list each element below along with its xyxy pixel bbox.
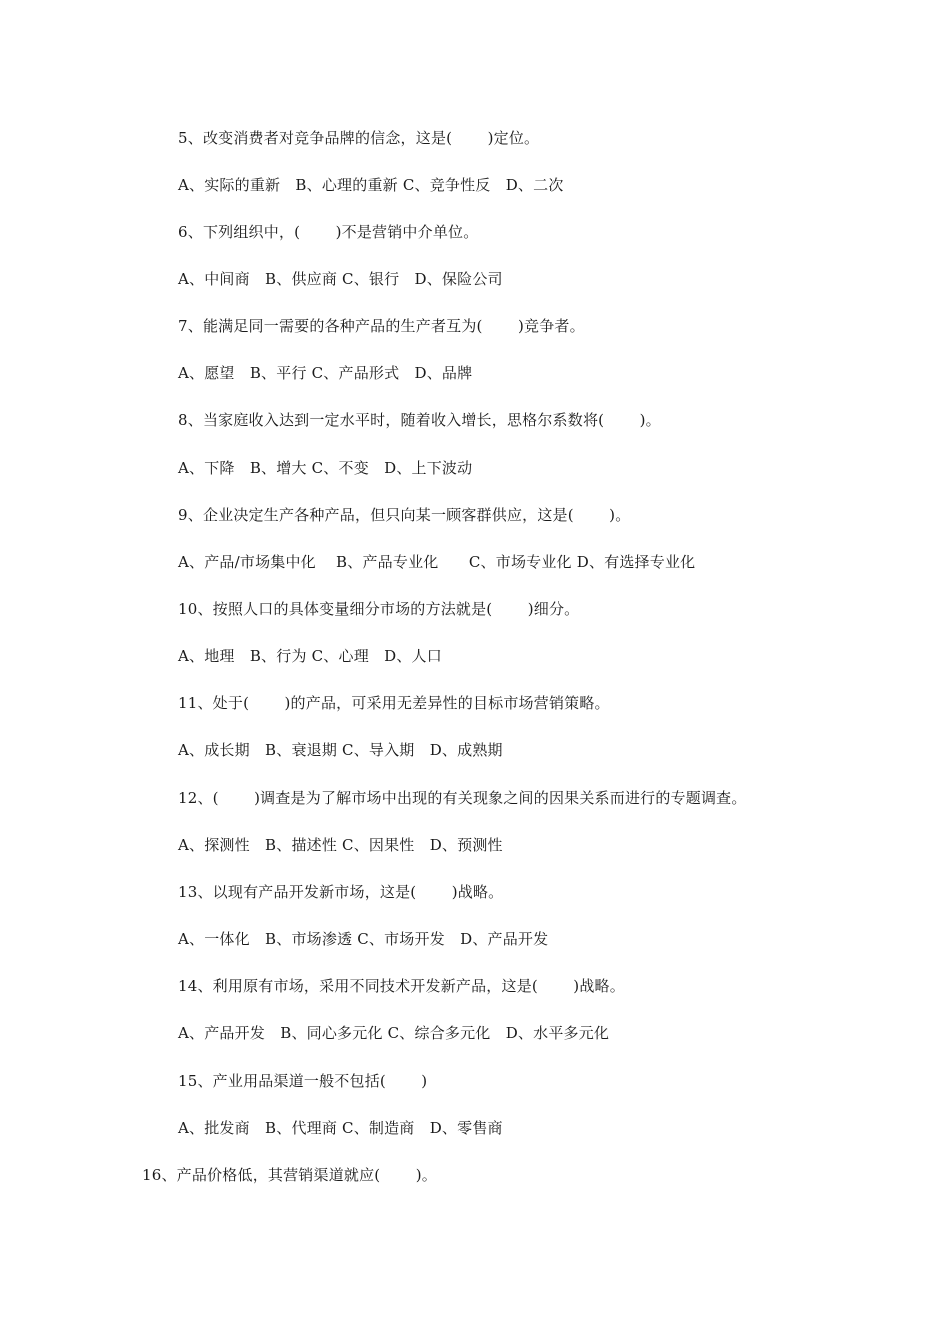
options-14: A、产品开发 B、同心多元化 C、综合多元化 D、水平多元化	[178, 1024, 610, 1042]
options-6: A、中间商 B、供应商 C、银行 D、保险公司	[178, 270, 503, 288]
question-13: 13、以现有产品开发新市场，这是( )战略。	[178, 883, 504, 901]
options-11: A、成长期 B、衰退期 C、导入期 D、成熟期	[178, 741, 503, 759]
question-6: 6、下列组织中，( )不是营销中介单位。	[178, 223, 479, 241]
options-8: A、下降 B、增大 C、不变 D、上下波动	[178, 459, 473, 477]
options-7: A、愿望 B、平行 C、产品形式 D、品牌	[178, 364, 473, 382]
question-10: 10、按照人口的具体变量细分市场的方法就是( )细分。	[178, 600, 580, 618]
options-12: A、探测性 B、描述性 C、因果性 D、预测性	[178, 836, 503, 854]
question-7: 7、能满足同一需要的各种产品的生产者互为( )竞争者。	[178, 317, 585, 335]
options-15: A、批发商 B、代理商 C、制造商 D、零售商	[178, 1119, 503, 1137]
question-8: 8、当家庭收入达到一定水平时，随着收入增长，思格尔系数将( )。	[178, 411, 661, 429]
question-15: 15、产业用品渠道一般不包括( )	[178, 1072, 428, 1090]
options-5: A、实际的重新 B、心理的重新 C、竞争性反 D、二次	[178, 176, 564, 194]
options-13: A、一体化 B、市场渗透 C、市场开发 D、产品开发	[178, 930, 549, 948]
question-5: 5、改变消费者对竞争品牌的信念，这是( )定位。	[178, 129, 540, 147]
question-9: 9、企业决定生产各种产品，但只向某一顾客群供应，这是( )。	[178, 506, 631, 524]
question-12: 12、( )调查是为了解市场中出现的有关现象之间的因果关系而进行的专题调查。	[178, 789, 747, 807]
options-10: A、地理 B、行为 C、心理 D、人口	[178, 647, 442, 665]
question-11: 11、处于( )的产品，可采用无差异性的目标市场营销策略。	[178, 694, 610, 712]
question-16: 16、产品价格低，其营销渠道就应( )。	[142, 1166, 437, 1184]
options-9: A、产品/市场集中化 B、产品专业化 C、市场专业化 D、有选择专业化	[178, 553, 696, 571]
question-14: 14、利用原有市场，采用不同技术开发新产品，这是( )战略。	[178, 977, 625, 995]
